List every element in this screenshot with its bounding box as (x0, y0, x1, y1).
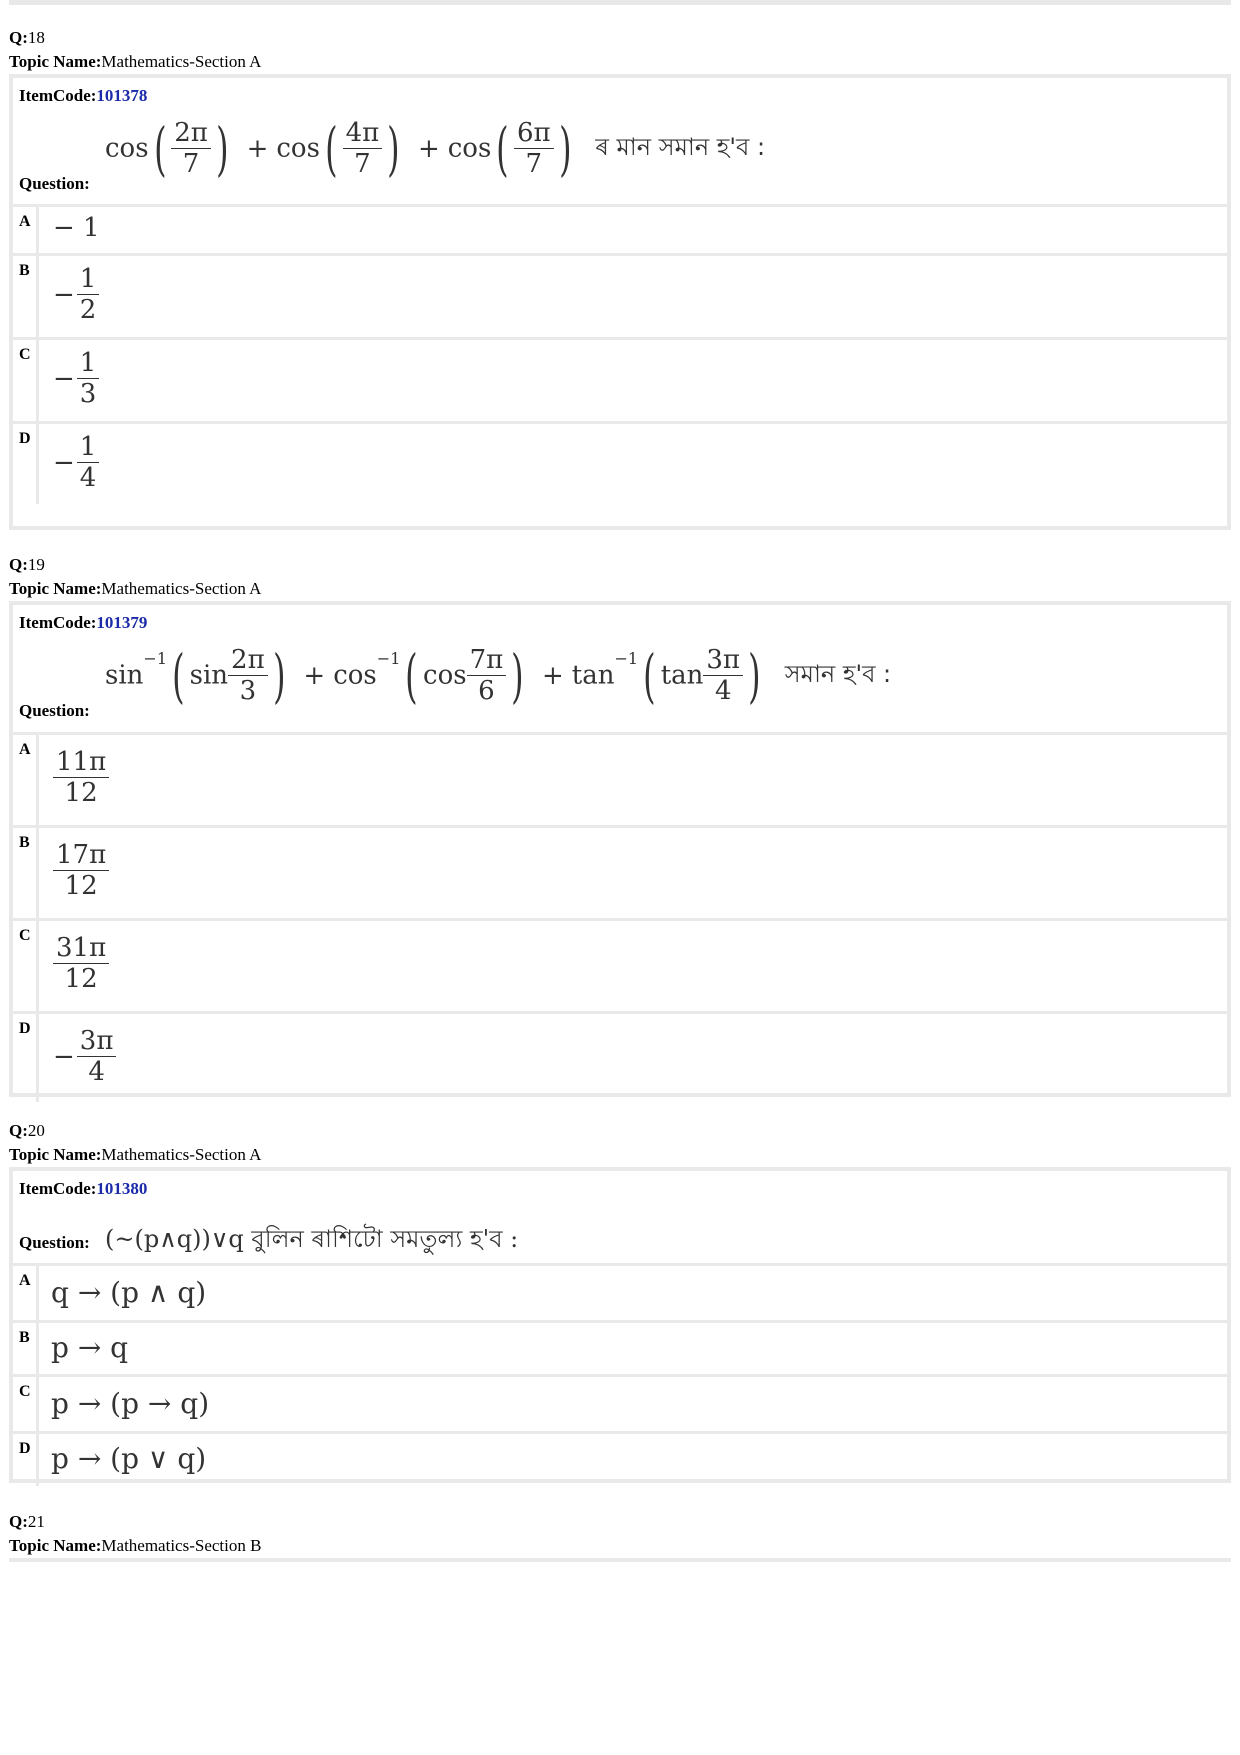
option-value: p → (p → q) (51, 1387, 210, 1420)
option-value: p → q (51, 1331, 129, 1364)
topic-name: Topic Name:Mathematics-Section B (9, 1536, 262, 1555)
option-a[interactable] (13, 735, 1227, 828)
option-value: − 1 (53, 213, 100, 243)
option-letter: C (13, 1377, 39, 1431)
topic-name: Topic Name:Mathematics-Section A (9, 52, 262, 71)
option-value: − $\frac{1}{4}$ (39, 424, 1227, 504)
question-expression: sin−1( sin $\frac{2\pi}{3}$ ) + cos−1( cos $\frac{7\pi}{6}$ ) + tan−1( tan $\frac{3\pi}{4}$ ) সমান হ'ব : (105, 641, 892, 710)
item-code: ItemCode:101379 (19, 613, 148, 632)
option-value: $\frac{31\pi}{12}$ (39, 921, 1227, 1011)
option-letter: C (13, 340, 39, 421)
question-number: Q:20 (9, 1121, 45, 1140)
option-letter: D (13, 424, 39, 504)
item-code: ItemCode:101380 (19, 1179, 148, 1198)
option-letter: D (13, 1434, 39, 1486)
option-value: − $\frac{1}{2}$ (39, 256, 1227, 337)
question-number: Q:18 (9, 28, 45, 47)
question-card (9, 74, 1231, 530)
question-header (13, 605, 1227, 735)
question-card (9, 1167, 1231, 1483)
option-value: − $\frac{1}{3}$ (39, 340, 1227, 421)
option-value: $\frac{17\pi}{12}$ (39, 828, 1227, 918)
question-number: Q:19 (9, 555, 45, 574)
option-c[interactable] (13, 921, 1227, 1014)
question-label: Question: (19, 174, 90, 193)
question-header (13, 1171, 1227, 1266)
option-a[interactable] (13, 1266, 1227, 1323)
option-c[interactable] (13, 340, 1227, 424)
option-letter: B (13, 1323, 39, 1374)
question-card-divider (9, 1558, 1231, 1562)
option-letter: C (13, 921, 39, 1011)
option-a[interactable] (13, 207, 1227, 256)
question-block-20 (9, 1119, 1231, 1483)
item-code: ItemCode:101378 (19, 86, 148, 105)
question-number: Q:21 (9, 1512, 45, 1531)
option-value: p → (p ∨ q) (51, 1442, 207, 1475)
option-b[interactable] (13, 256, 1227, 340)
question-header (13, 78, 1227, 207)
option-letter: A (13, 735, 39, 825)
question-label: Question: (19, 1233, 90, 1252)
question-expression: cos( $\frac{2\pi}{7}$ ) + cos( $\frac{4\pi}{7}$ ) + cos( $\frac{6\pi}{7}$ ) ৰ মান সমান হ'ব : (105, 114, 766, 183)
topic-name: Topic Name:Mathematics-Section A (9, 1145, 262, 1164)
question-block-18 (9, 26, 1231, 530)
option-d[interactable] (13, 424, 1227, 504)
option-value: $\frac{11\pi}{12}$ (39, 735, 1227, 825)
option-d[interactable] (13, 1014, 1227, 1102)
question-expression: (~(p∧q))∨q বুলিন ৰাশিটো সমতুল্য হ'ব : (105, 1225, 519, 1253)
question-label: Question: (19, 701, 90, 720)
option-value: q → (p ∧ q) (51, 1276, 207, 1309)
option-letter: B (13, 828, 39, 918)
question-block-19 (9, 553, 1231, 1097)
option-value: − $\frac{3\pi}{4}$ (39, 1014, 1227, 1102)
question-card (9, 601, 1231, 1097)
question-block-21 (9, 1510, 1231, 1562)
option-letter: B (13, 256, 39, 337)
option-letter: A (13, 207, 39, 253)
option-letter: A (13, 1266, 39, 1320)
option-b[interactable] (13, 828, 1227, 921)
option-d[interactable] (13, 1434, 1227, 1486)
option-b[interactable] (13, 1323, 1227, 1377)
option-c[interactable] (13, 1377, 1227, 1434)
top-divider (9, 0, 1231, 5)
topic-name: Topic Name:Mathematics-Section A (9, 579, 262, 598)
option-letter: D (13, 1014, 39, 1102)
